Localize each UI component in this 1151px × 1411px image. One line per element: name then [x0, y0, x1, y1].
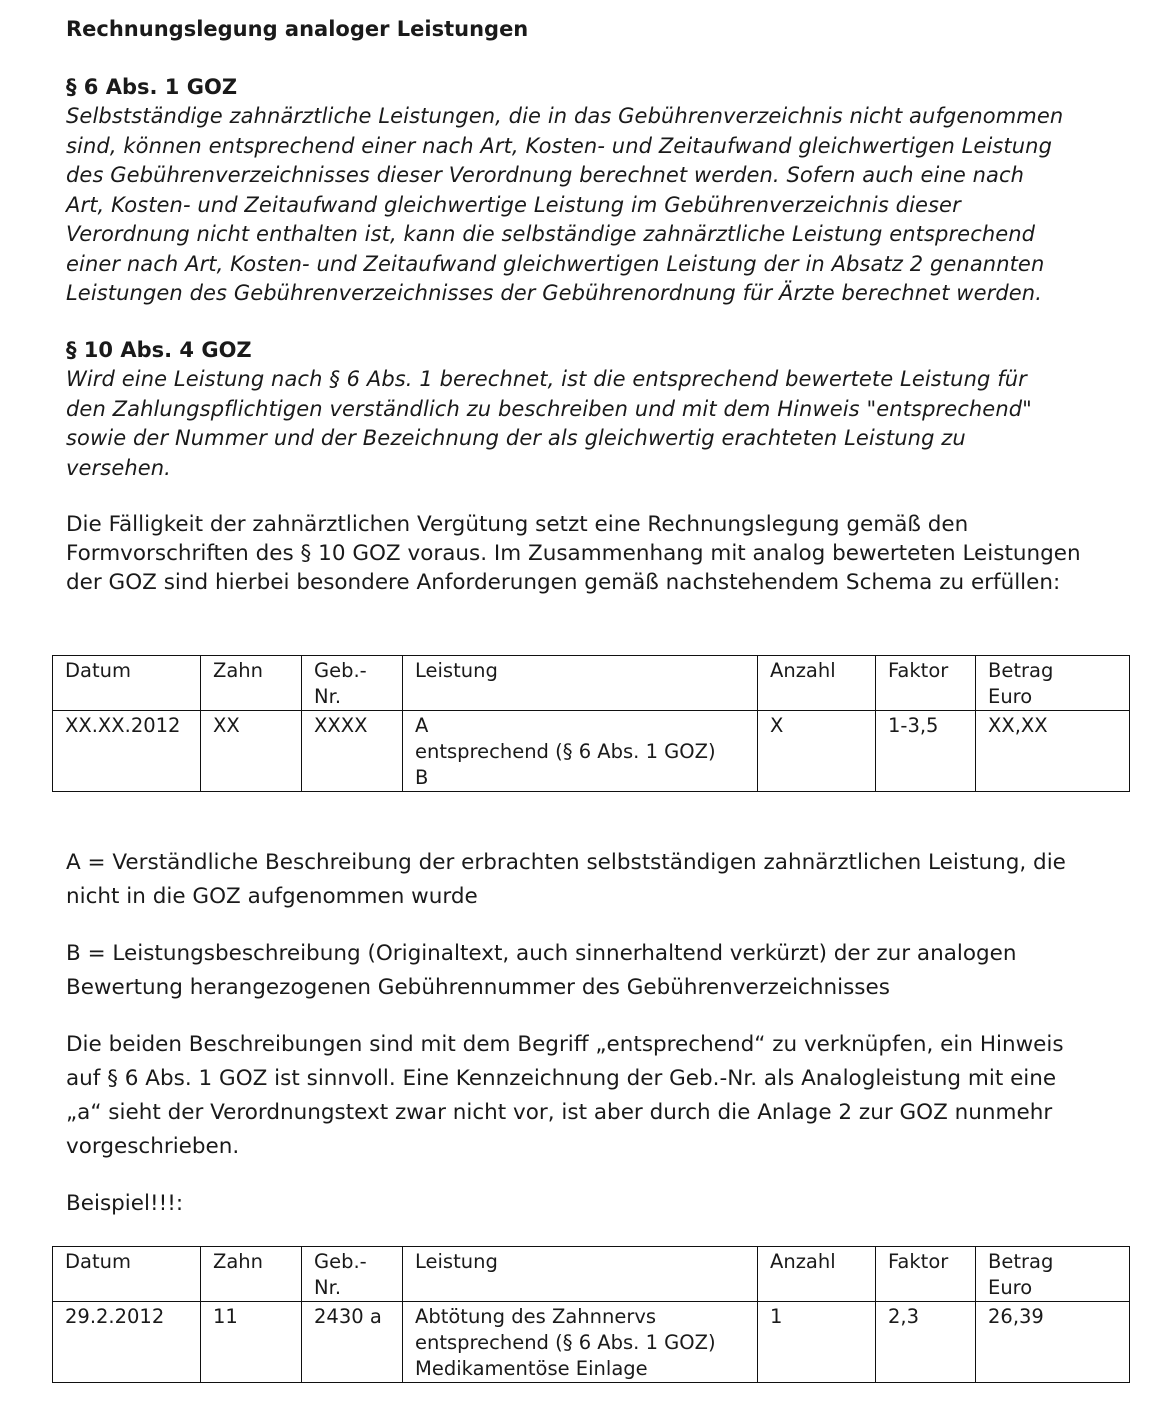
header-cell-datum: Datum: [53, 656, 201, 711]
text-line: A = Verständliche Beschreibung der erbrachten selbstständigen zahnärztlichen Leistung, die: [66, 850, 1066, 875]
cell-leistung: Abtötung des Zahnnervs entsprechend (§ 6 Abs. 1 GOZ) Medikamentöse Einlage: [403, 1302, 758, 1383]
text-line: vorgeschrieben.: [66, 1134, 240, 1159]
text-line: sind, können entsprechend einer nach Art, Kosten- und Zeitaufwand gleichwertigen Leistung: [66, 133, 1053, 158]
header-cell-zahn: Zahn: [201, 1247, 302, 1302]
intro-paragraph: [66, 510, 1146, 597]
cell-geb-nr: XXXX: [302, 711, 403, 792]
cell-faktor: 2,3: [876, 1302, 976, 1383]
definition-a: [66, 846, 1146, 914]
text-line: B = Leistungsbeschreibung (Originaltext, auch sinnerhaltend verkürzt) der zur analogen: [66, 941, 1017, 966]
text-line: Art, Kosten- und Zeitaufwand gleichwertige Leistung im Gebührenverzeichnis dieser: [66, 192, 961, 217]
cell-betrag: 26,39: [976, 1302, 1130, 1383]
header-cell-betrag: Betrag Euro: [976, 1247, 1130, 1302]
text-line: Leistungen des Gebührenverzeichnisses der Gebührenordnung für Ärzte berechnet werden.: [66, 281, 1042, 305]
text-line: „a“ sieht der Verordnungstext zwar nicht vor, ist aber durch die Anlage 2 zur GOZ nunmehr: [66, 1100, 1053, 1125]
header-cell-zahn: Zahn: [201, 656, 302, 711]
document-title: Rechnungslegung analoger Leistungen: [66, 17, 529, 41]
note-paragraph: [66, 1028, 1146, 1164]
table-header-row: [53, 1247, 1130, 1302]
header-cell-betrag: Betrag Euro: [976, 656, 1130, 711]
header-cell-leistung: Leistung: [403, 1247, 758, 1302]
header-cell-datum: Datum: [53, 1247, 201, 1302]
cell-faktor: 1-3,5: [876, 711, 976, 792]
cell-datum: 29.2.2012: [53, 1302, 201, 1383]
example-label: Beispiel!!!:: [66, 1191, 184, 1216]
cell-zahn: XX: [201, 711, 302, 792]
cell-leistung: A entsprechend (§ 6 Abs. 1 GOZ) B: [403, 711, 758, 792]
header-cell-anzahl: Anzahl: [758, 1247, 876, 1302]
cell-betrag: XX,XX: [976, 711, 1130, 792]
text-line: Die Fälligkeit der zahnärztlichen Vergütung setzt eine Rechnungslegung gemäß den: [66, 512, 969, 537]
table-row: [53, 711, 1130, 792]
text-line: Bewertung herangezogenen Gebührennummer des Gebührenverzeichnisses: [66, 975, 890, 1000]
cell-geb-nr: 2430 a: [302, 1302, 403, 1383]
text-line: nicht in die GOZ aufgenommen wurde: [66, 884, 478, 909]
text-line: Verordnung nicht enthalten ist, kann die selbständige zahnärztliche Leistung entsprechend: [66, 222, 1036, 246]
header-cell-faktor: Faktor: [876, 656, 976, 711]
section-10-abs-4: [66, 335, 1146, 483]
header-cell-leistung: Leistung: [403, 656, 758, 711]
text-line: Die beiden Beschreibungen sind mit dem Begriff „entsprechend“ zu verknüpfen, ein Hinweis: [66, 1032, 1064, 1057]
text-line: sowie der Nummer und der Bezeichnung der als gleichwertig erachteten Leistung zu: [66, 426, 966, 450]
text-line: Selbstständige zahnärztliche Leistungen, die in das Gebührenverzeichnis nicht aufgenommen: [66, 104, 1064, 128]
schema-table: [52, 655, 1130, 792]
section-text: [66, 102, 1146, 309]
text-line: des Gebührenverzeichnisses dieser Verordnung berechnet werden. Sofern auch eine nach: [66, 163, 1025, 187]
cell-anzahl: 1: [758, 1302, 876, 1383]
table-row: [53, 1302, 1130, 1383]
cell-zahn: 11: [201, 1302, 302, 1383]
header-cell-anzahl: Anzahl: [758, 656, 876, 711]
header-cell-faktor: Faktor: [876, 1247, 976, 1302]
text-line: Formvorschriften des § 10 GOZ voraus. Im Zusammenhang mit analog bewerteten Leistungen: [66, 541, 1081, 566]
text-line: einer nach Art, Kosten- und Zeitaufwand gleichwertigen Leistung der in Absatz 2 genannten: [66, 251, 1045, 276]
header-cell-geb-nr: Geb.- Nr.: [302, 1247, 403, 1302]
header-cell-geb-nr: Geb.- Nr.: [302, 656, 403, 711]
example-table: [52, 1246, 1130, 1383]
cell-anzahl: X: [758, 711, 876, 792]
text-line: den Zahlungspflichtigen verständlich zu beschreiben und mit dem Hinweis "entsprechend": [66, 396, 1032, 421]
text-line: Wird eine Leistung nach § 6 Abs. 1 berechnet, ist die entsprechend bewertete Leistung für: [66, 367, 1027, 391]
text-line: auf § 6 Abs. 1 GOZ ist sinnvoll. Eine Kennzeichnung der Geb.-Nr. als Analogleistung mit eine: [66, 1066, 1057, 1091]
section-text: [66, 365, 1146, 483]
section-heading: § 10 Abs. 4 GOZ: [66, 338, 252, 362]
cell-datum: XX.XX.2012: [53, 711, 201, 792]
section-heading: § 6 Abs. 1 GOZ: [66, 75, 238, 99]
section-6-abs-1: [66, 72, 1146, 309]
table-header-row: [53, 656, 1130, 711]
text-line: der GOZ sind hierbei besondere Anforderungen gemäß nachstehendem Schema zu erfüllen:: [66, 570, 1061, 595]
definition-b: [66, 937, 1146, 1005]
text-line: versehen.: [66, 455, 171, 480]
